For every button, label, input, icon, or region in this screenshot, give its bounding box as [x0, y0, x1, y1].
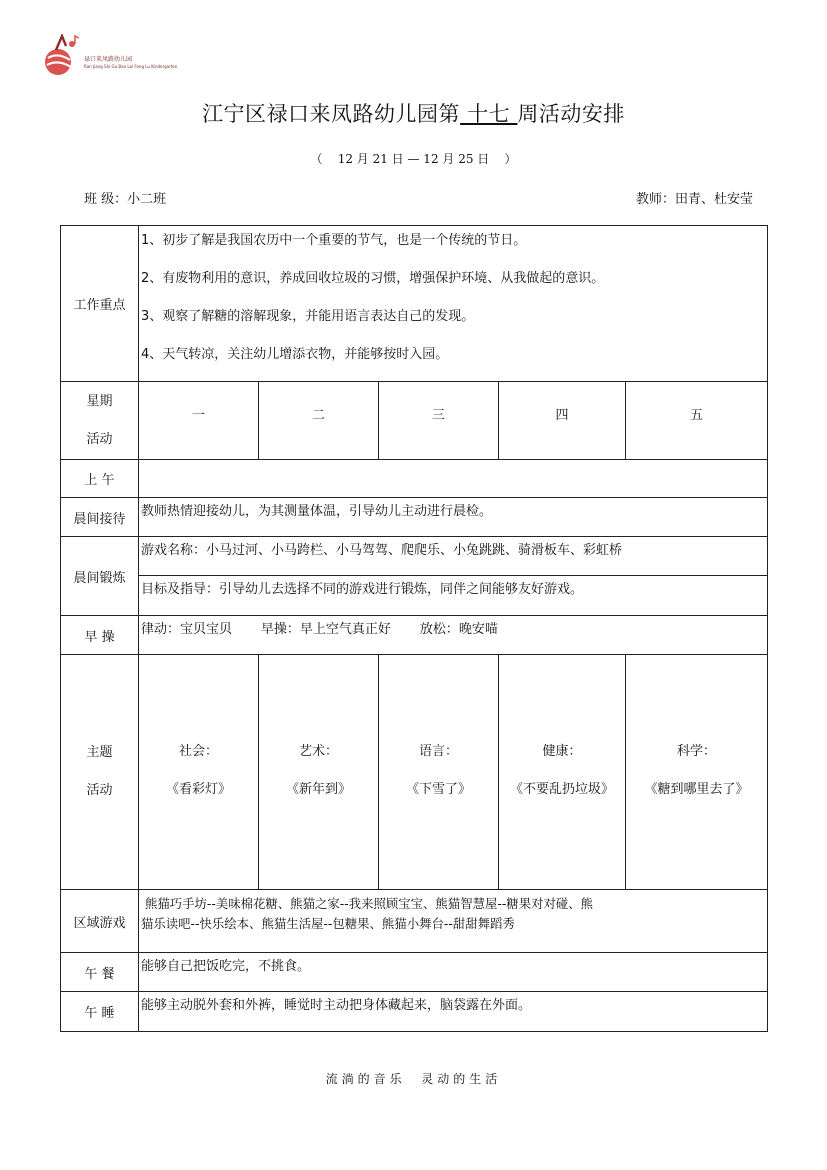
theme-subject: 艺术：	[298, 744, 338, 759]
focus-cell	[139, 226, 768, 382]
title-prefix: 江宁区禄口来凤路幼儿园第	[202, 102, 461, 126]
logo-subtitle: Ran Jiang Shi Gu Bao Lai Feng Lu Kindergarten	[84, 64, 178, 69]
day-tuesday: 二	[259, 382, 379, 460]
drill-label: 早 操	[61, 616, 139, 655]
theme-friday	[626, 655, 768, 890]
theme-subject: 语言：	[418, 744, 458, 759]
exercise-goal: 目标及指导：引导幼儿去选择不同的游戏进行锻炼，同伴之间能够友好游戏。	[139, 576, 768, 616]
weekday-label-bottom: 活动	[86, 431, 113, 447]
area-text-line: 猫乐读吧--快乐绘本、熊猫生活屋--包糖果、熊猫小舞台--甜甜舞蹈秀	[141, 916, 515, 931]
weekday-row	[61, 382, 768, 460]
nap-text: 能够主动脱外套和外裤，睡觉时主动把身体藏起来，脑袋露在外面。	[139, 992, 768, 1032]
day-wednesday: 三	[379, 382, 499, 460]
theme-label-top: 主题	[86, 745, 113, 760]
day-friday: 五	[626, 382, 768, 460]
area-label: 区域游戏	[61, 890, 139, 953]
weekday-label-top: 星期	[86, 393, 113, 409]
exercise-row-2	[61, 576, 768, 616]
logo-name: 禄口来凤路幼儿园	[84, 56, 133, 63]
focus-item: 2、有废物利用的意识，养成回收垃圾的习惯，增强保护环境、从我做起的意识。	[141, 271, 605, 286]
theme-name: 《下雪了》	[405, 782, 471, 797]
theme-wednesday	[379, 655, 499, 890]
schedule-table	[60, 225, 768, 1032]
reception-label: 晨间接待	[61, 498, 139, 537]
focus-label: 工作重点	[61, 226, 139, 382]
theme-name: 《糖到哪里去了》	[644, 782, 749, 797]
page-title	[0, 98, 827, 128]
theme-name: 《看彩灯》	[165, 782, 231, 797]
nap-label: 午 睡	[61, 992, 139, 1032]
day-thursday: 四	[499, 382, 626, 460]
reception-row	[61, 498, 768, 537]
footer-motto: 流淌的音乐 灵动的生活	[325, 1072, 502, 1086]
area-row	[61, 890, 768, 953]
lunch-row	[61, 953, 768, 992]
lunch-text: 能够自己把饭吃完，不挑食。	[139, 953, 768, 992]
focus-item: 1、初步了解是我国农历中一个重要的节气，也是一个传统的节日。	[141, 233, 527, 248]
theme-subject: 科学：	[677, 744, 717, 759]
theme-subject: 社会：	[178, 744, 218, 759]
theme-tuesday	[259, 655, 379, 890]
theme-label	[61, 655, 139, 890]
focus-item: 3、观察了解糖的溶解现象，并能用语言表达自己的发现。	[141, 309, 475, 324]
reception-text: 教师热情迎接幼儿，为其测量体温，引导幼儿主动进行晨检。	[139, 498, 768, 537]
drill-row	[61, 616, 768, 655]
area-text	[139, 890, 768, 953]
focus-row	[61, 226, 768, 382]
date-range: （ 12 月 21 日 — 12 月 25 日 ）	[310, 152, 517, 166]
morning-label: 上 午	[61, 460, 139, 498]
nap-row	[61, 992, 768, 1032]
theme-monday	[139, 655, 259, 890]
area-text-line: 熊猫巧手坊--美味棉花糖、熊猫之家--我来照顾宝宝、熊猫智慧屋--糖果对对碰、熊	[141, 896, 594, 911]
weekday-label	[61, 382, 139, 460]
theme-label-bottom: 活动	[86, 783, 113, 798]
day-monday: 一	[139, 382, 259, 460]
teacher-label: 教师：田青、杜安莹	[635, 192, 753, 207]
exercise-games: 游戏名称：小马过河、小马跨栏、小马驾驾、爬爬乐、小兔跳跳、骑滑板车、彩虹桥	[139, 537, 768, 576]
theme-row	[61, 655, 768, 890]
lunch-label: 午 餐	[61, 953, 139, 992]
theme-name: 《新年到》	[285, 782, 351, 797]
kindergarten-logo	[40, 30, 178, 82]
theme-thursday	[499, 655, 626, 890]
exercise-row-1	[61, 537, 768, 576]
theme-subject: 健康：	[542, 744, 582, 759]
morning-cell	[139, 460, 768, 498]
week-number: 十七	[460, 102, 518, 126]
class-label: 班 级：小二班	[84, 192, 167, 207]
exercise-label: 晨间锻炼	[61, 537, 139, 616]
title-suffix: 周活动安排	[517, 102, 625, 126]
drill-text: 律动：宝贝宝贝 早操：早上空气真正好 放松：晚安喵	[139, 616, 768, 655]
theme-name: 《不要乱扔垃圾》	[509, 782, 614, 797]
morning-row	[61, 460, 768, 498]
logo-emblem-icon	[42, 34, 82, 78]
focus-item: 4、天气转凉，关注幼儿增添衣物，并能够按时入园。	[141, 347, 449, 362]
